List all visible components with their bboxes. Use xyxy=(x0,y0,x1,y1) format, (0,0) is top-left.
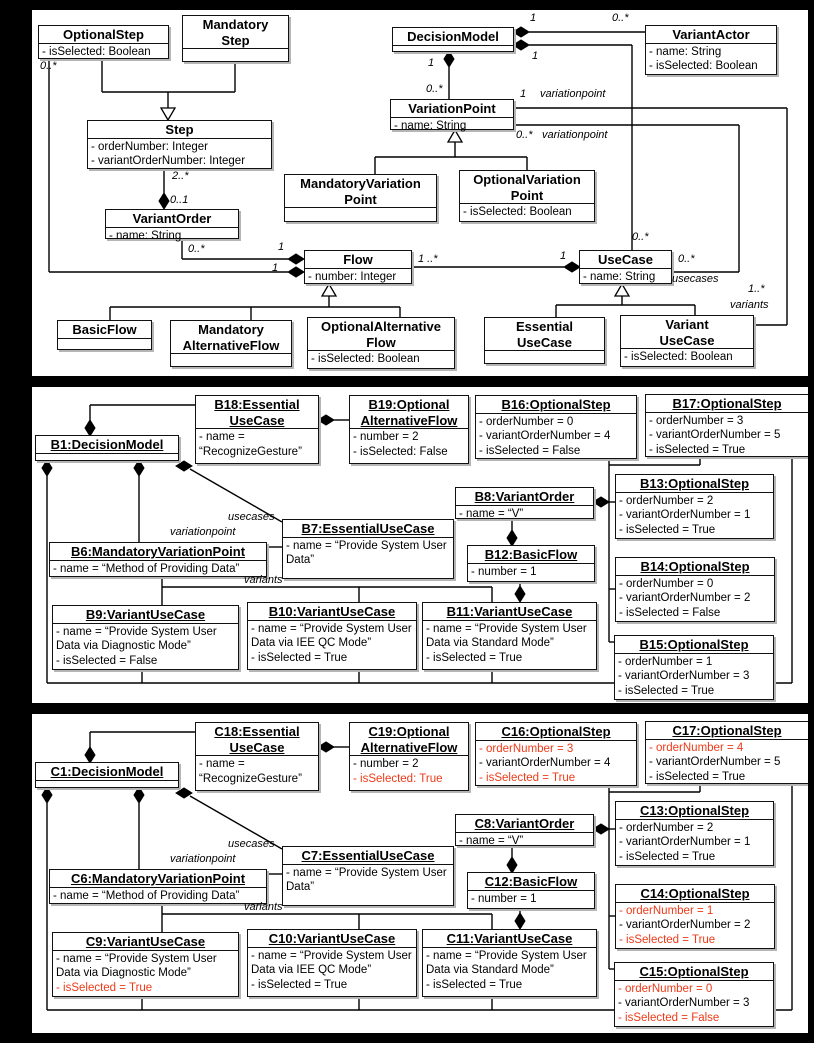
attribute-line: - isSelected = False xyxy=(618,1011,720,1024)
box-title-line: AlternativeFlow xyxy=(360,412,458,428)
box-title-line: Variant xyxy=(665,317,709,332)
box-title-line: C19:Optional xyxy=(368,724,450,739)
box-title-line: C9:VariantUseCase xyxy=(85,934,206,949)
attribute-line: - orderNumber = 4 xyxy=(649,741,744,754)
attribute-line: - orderNumber = 1 xyxy=(619,904,714,917)
panel-instance-b xyxy=(30,385,810,705)
attributes-compartment xyxy=(616,819,773,866)
attribute-line: - isSelected = True xyxy=(618,684,715,697)
box-title-line: B6:MandatoryVariationPoint xyxy=(70,544,246,559)
box-title xyxy=(196,396,318,428)
attribute-line: - isSelected = True xyxy=(426,651,523,664)
attribute-line: - name: String xyxy=(649,45,722,58)
box-title-line: C10:VariantUseCase xyxy=(268,931,396,946)
attribute-line: - isSelected: Boolean xyxy=(42,45,151,58)
attributes-compartment xyxy=(36,780,178,789)
role-or-multiplicity-label: variants xyxy=(244,901,283,913)
object-box-C10 xyxy=(247,929,417,997)
box-title xyxy=(88,121,271,138)
class-box-DecisionModel xyxy=(392,27,514,52)
box-title-line: UseCase xyxy=(229,412,285,428)
object-box-B14 xyxy=(615,557,775,622)
role-or-multiplicity-label: 1 xyxy=(532,50,539,62)
role-or-multiplicity-label: 2..* xyxy=(172,170,189,182)
attribute-line: - number = 2 xyxy=(353,758,419,770)
box-title-line: B12:BasicFlow xyxy=(484,547,578,562)
attribute-line: - number = 2 xyxy=(353,431,419,443)
attribute-line: - name = “Provide System User Data via Diagnostic Mode” xyxy=(56,952,217,980)
role-or-multiplicity-label: 1 xyxy=(428,57,435,69)
attribute-line: - isSelected = True xyxy=(56,981,153,994)
box-title-line: Step xyxy=(221,32,250,48)
class-box-MandatoryAlternativeFlow xyxy=(170,320,292,367)
object-box-B10 xyxy=(247,602,417,670)
attribute-line: - isSelected: True xyxy=(353,772,443,785)
box-title-line: OptionalAlternative xyxy=(321,319,441,334)
box-title-line: AlternativeFlow xyxy=(360,739,458,755)
attribute-line: - orderNumber = 0 xyxy=(479,415,574,428)
object-box-C14 xyxy=(615,884,775,949)
attributes-compartment xyxy=(646,43,776,75)
box-title-line: B16:OptionalStep xyxy=(501,397,611,412)
box-title xyxy=(460,171,594,203)
box-title-line: C1:DecisionModel xyxy=(50,764,164,779)
box-title-line: C8:VariantOrder xyxy=(474,816,575,831)
attributes-compartment xyxy=(248,620,416,670)
panel-metamodel xyxy=(30,8,810,378)
box-title xyxy=(50,543,266,560)
attribute-line: - name = xyxy=(199,431,245,443)
object-box-C18 xyxy=(195,722,319,791)
role-or-multiplicity-label: 0..* xyxy=(40,60,57,72)
attributes-compartment xyxy=(468,563,594,582)
attribute-line: - orderNumber = 2 xyxy=(619,494,714,507)
box-title xyxy=(53,606,238,623)
box-title-line: UseCase xyxy=(229,739,285,755)
box-title-line: VariationPoint xyxy=(408,101,496,116)
class-box-VariantActor xyxy=(645,25,777,75)
attribute-line: - isSelected: Boolean xyxy=(624,351,733,363)
box-title-line: B14:OptionalStep xyxy=(640,559,750,574)
box-title-line: VariantOrder xyxy=(132,211,212,226)
attributes-compartment xyxy=(50,560,266,578)
attribute-line: - isSelected = True xyxy=(619,933,716,946)
attributes-compartment xyxy=(456,832,593,850)
object-box-C1 xyxy=(35,762,179,788)
attribute-line: - orderNumber = 0 xyxy=(619,577,714,590)
box-title xyxy=(646,26,776,43)
box-title xyxy=(616,558,774,575)
box-title xyxy=(621,316,753,348)
role-or-multiplicity-label: variants xyxy=(244,574,283,586)
attributes-compartment xyxy=(423,947,596,997)
box-title xyxy=(391,100,513,117)
box-title-line: B15:OptionalStep xyxy=(639,637,749,652)
role-or-multiplicity-label: variationpoint xyxy=(170,853,236,865)
box-title xyxy=(423,930,596,947)
attribute-line: - name = xyxy=(199,758,245,770)
attributes-compartment xyxy=(391,117,513,135)
attributes-compartment xyxy=(308,350,454,368)
attributes-compartment xyxy=(106,227,238,245)
attribute-line: - number = 1 xyxy=(471,565,537,578)
box-title xyxy=(248,603,416,620)
attributes-compartment xyxy=(58,338,151,350)
attribute-line: - orderNumber = 3 xyxy=(649,414,744,427)
attribute-line: - isSelected = False xyxy=(479,444,581,457)
box-title xyxy=(53,933,238,950)
box-title xyxy=(36,763,178,780)
attributes-compartment xyxy=(50,887,266,905)
box-title xyxy=(171,321,291,353)
box-title-line: C13:OptionalStep xyxy=(639,803,750,818)
box-title-line: UseCase xyxy=(659,332,715,348)
box-title xyxy=(58,321,151,338)
role-or-multiplicity-label: usecases xyxy=(228,511,275,523)
box-title xyxy=(468,546,594,563)
object-box-C17 xyxy=(645,721,809,784)
box-title-line: C6:MandatoryVariationPoint xyxy=(70,871,246,886)
attribute-line: - orderNumber = 2 xyxy=(619,821,714,834)
object-box-B17 xyxy=(645,394,809,457)
attribute-line: - name = “Provide System User Data” xyxy=(286,866,447,894)
box-title xyxy=(283,520,453,537)
attribute-line: - name = “Provide System User Data via IEE QC Mode” xyxy=(251,622,412,650)
attributes-compartment xyxy=(423,620,596,670)
attributes-compartment xyxy=(350,755,468,790)
attributes-compartment xyxy=(283,537,453,579)
attributes-compartment xyxy=(646,412,808,459)
attributes-compartment xyxy=(615,980,773,1027)
attribute-line: - orderNumber = 3 xyxy=(479,742,574,755)
attribute-line: - variantOrderNumber = 4 xyxy=(479,430,611,443)
role-or-multiplicity-label: 0..* xyxy=(632,231,649,243)
object-box-B12 xyxy=(467,545,595,582)
box-title xyxy=(476,396,636,413)
box-title xyxy=(106,210,238,227)
object-box-B13 xyxy=(615,474,774,539)
box-title-line: C15:OptionalStep xyxy=(639,964,749,979)
role-or-multiplicity-label: 0..* xyxy=(678,253,695,265)
box-title-line: Flow xyxy=(343,252,373,267)
attribute-line: - orderNumber: Integer xyxy=(91,140,208,153)
box-title-line: C16:OptionalStep xyxy=(501,724,611,739)
object-box-C19 xyxy=(349,722,469,791)
attribute-line: - isSelected = True xyxy=(251,978,348,991)
class-box-OptionalStep xyxy=(38,25,169,59)
box-title-line: Step xyxy=(165,122,194,137)
box-title-line: VariantActor xyxy=(672,27,750,42)
box-title-line: C18:Essential xyxy=(214,724,300,739)
attributes-compartment xyxy=(53,623,238,670)
box-title xyxy=(456,488,593,505)
object-box-B8 xyxy=(455,487,594,519)
attributes-compartment xyxy=(248,947,416,997)
attribute-line: - name = “Method of Providing Data” xyxy=(53,562,240,575)
attribute-line: - variantOrderNumber = 5 xyxy=(649,429,781,442)
box-title-line: Flow xyxy=(366,334,396,350)
attribute-line: - variantOrderNumber: Integer xyxy=(91,155,246,168)
box-title-line: OptionalStep xyxy=(63,27,144,42)
attribute-line: - name: String xyxy=(109,229,182,242)
box-title xyxy=(423,603,596,620)
box-title-line: C14:OptionalStep xyxy=(640,886,750,901)
box-title-line: C7:EssentialUseCase xyxy=(301,848,435,863)
attribute-line: - isSelected: False xyxy=(353,445,448,458)
box-title-line: MandatoryVariation xyxy=(300,176,421,191)
object-box-C9 xyxy=(52,932,239,997)
attributes-compartment xyxy=(485,350,604,363)
role-or-multiplicity-label: variants xyxy=(730,299,769,311)
object-box-C6 xyxy=(49,869,267,904)
attribute-line: - orderNumber = 1 xyxy=(618,655,713,668)
box-title xyxy=(456,815,593,832)
attributes-compartment xyxy=(171,353,291,366)
box-title-line: C12:BasicFlow xyxy=(484,874,578,889)
box-title-line: B10:VariantUseCase xyxy=(268,604,396,619)
class-box-OptionalAlternativeFlow xyxy=(307,317,455,369)
object-box-C11 xyxy=(422,929,597,997)
role-or-multiplicity-label: 1 xyxy=(520,88,527,100)
role-or-multiplicity-label: 1 xyxy=(560,250,567,262)
attributes-compartment xyxy=(615,653,773,700)
attributes-compartment xyxy=(468,890,594,909)
attribute-line: - name = “Provide System User Data via IEE QC Mode” xyxy=(251,949,412,977)
class-box-EssentialUseCase xyxy=(484,317,605,364)
box-title xyxy=(248,930,416,947)
box-title-line: Point xyxy=(344,191,377,207)
box-title-line: B11:VariantUseCase xyxy=(446,604,573,619)
object-box-B11 xyxy=(422,602,597,670)
attribute-line: - name = “V” xyxy=(459,834,524,847)
box-title xyxy=(285,175,436,207)
class-box-MandatoryStep xyxy=(182,15,289,62)
attributes-compartment xyxy=(196,755,318,790)
attribute-line: - name: String xyxy=(394,119,467,132)
attribute-line: - number = 1 xyxy=(471,892,537,905)
attribute-line: - isSelected = True xyxy=(649,443,746,456)
box-title xyxy=(393,28,513,45)
class-box-VariationPoint xyxy=(390,99,514,130)
attribute-line: - isSelected = True xyxy=(619,523,716,536)
box-title xyxy=(616,885,774,902)
attribute-line: - variantOrderNumber = 3 xyxy=(618,997,750,1010)
role-or-multiplicity-label: 0..1 xyxy=(170,194,189,206)
box-title-line: B13:OptionalStep xyxy=(639,476,750,491)
role-or-multiplicity-label: 1 xyxy=(278,241,285,253)
box-title xyxy=(39,26,168,43)
role-or-multiplicity-label: usecases xyxy=(228,838,275,850)
attributes-compartment xyxy=(621,348,753,366)
box-title-line: B8:VariantOrder xyxy=(474,489,575,504)
role-or-multiplicity-label: 0..* xyxy=(426,83,443,95)
attributes-compartment xyxy=(36,453,178,462)
attributes-compartment xyxy=(616,575,774,622)
object-box-B15 xyxy=(614,635,774,700)
class-box-UseCase xyxy=(579,250,672,284)
box-title xyxy=(616,802,773,819)
box-title xyxy=(183,16,288,48)
attributes-compartment xyxy=(283,864,453,906)
box-title xyxy=(580,251,671,268)
attribute-line: - isSelected = True xyxy=(649,770,746,783)
box-title-line: OptionalVariation xyxy=(473,172,581,187)
attributes-compartment xyxy=(196,428,318,463)
role-or-multiplicity-label: variationpoint xyxy=(540,88,606,100)
box-title-line: C17:OptionalStep xyxy=(672,723,782,738)
object-box-B16 xyxy=(475,395,637,459)
attribute-line: - name = “Method of Providing Data” xyxy=(53,889,240,902)
attribute-line: - isSelected = True xyxy=(479,771,576,784)
attribute-line: - variantOrderNumber = 1 xyxy=(619,836,751,849)
attribute-line: - variantOrderNumber = 2 xyxy=(619,919,751,932)
attribute-line: - orderNumber = 0 xyxy=(618,982,713,995)
attribute-line: - name: String xyxy=(583,270,656,283)
object-box-B7 xyxy=(282,519,454,579)
attributes-compartment xyxy=(616,492,773,539)
attribute-line: - isSelected = True xyxy=(251,651,348,664)
attributes-compartment xyxy=(183,48,288,61)
attributes-compartment xyxy=(646,739,808,786)
attribute-line: - variantOrderNumber = 2 xyxy=(619,592,751,605)
box-title xyxy=(196,723,318,755)
object-box-B1 xyxy=(35,435,179,461)
object-box-C7 xyxy=(282,846,454,906)
attributes-compartment xyxy=(88,138,271,170)
box-title-line: UseCase xyxy=(598,252,653,267)
attributes-compartment xyxy=(476,740,636,787)
class-box-VariantOrder xyxy=(105,209,239,242)
attribute-line: - variantOrderNumber = 3 xyxy=(618,670,750,683)
role-or-multiplicity-label: 0..* xyxy=(516,129,533,141)
box-title xyxy=(350,723,468,755)
box-title xyxy=(615,636,773,653)
object-box-B6 xyxy=(49,542,267,577)
box-title-line: AlternativeFlow xyxy=(182,337,280,353)
box-title xyxy=(36,436,178,453)
role-or-multiplicity-label: 1 xyxy=(530,12,537,24)
box-title xyxy=(616,475,773,492)
box-title-line: B19:Optional xyxy=(368,397,450,412)
attribute-line: - variantOrderNumber = 1 xyxy=(619,509,751,522)
attributes-compartment xyxy=(456,505,593,523)
box-title-line: B1:DecisionModel xyxy=(50,437,164,452)
attribute-line: - name = “Provide System User Data via Standard Mode” xyxy=(426,622,587,650)
box-title xyxy=(283,847,453,864)
box-title-line: Point xyxy=(510,187,544,203)
attribute-line: - name = “Provide System User Data via Standard Mode” xyxy=(426,949,587,977)
box-title xyxy=(468,873,594,890)
box-title xyxy=(350,396,468,428)
attribute-line: - isSelected: Boolean xyxy=(649,60,758,73)
attributes-compartment xyxy=(460,203,594,221)
box-title xyxy=(615,963,773,980)
class-box-OptionalVariationPoint xyxy=(459,170,595,222)
attribute-line: “RecognizeGesture” xyxy=(199,772,302,785)
box-title xyxy=(308,318,454,350)
attributes-compartment xyxy=(53,950,238,997)
object-box-C16 xyxy=(475,722,637,786)
object-box-C15 xyxy=(614,962,774,1027)
class-box-MandatoryVariationPoint xyxy=(284,174,437,222)
box-title xyxy=(646,722,808,739)
attribute-line: - isSelected = True xyxy=(619,850,716,863)
box-title xyxy=(485,318,604,350)
object-box-C12 xyxy=(467,872,595,909)
attributes-compartment xyxy=(393,45,513,54)
attributes-compartment xyxy=(476,413,636,460)
role-or-multiplicity-label: 1..* xyxy=(748,283,765,295)
box-title-line: DecisionModel xyxy=(407,29,499,44)
attribute-line: - variantOrderNumber = 4 xyxy=(479,757,611,770)
box-title xyxy=(305,251,411,268)
class-box-BasicFlow xyxy=(57,320,152,350)
role-or-multiplicity-label: 1 ..* xyxy=(418,253,438,265)
box-title xyxy=(476,723,636,740)
role-or-multiplicity-label: variationpoint xyxy=(542,129,608,141)
role-or-multiplicity-label: 0..* xyxy=(612,12,629,24)
panel-instance-c xyxy=(30,712,810,1035)
attributes-compartment xyxy=(616,902,774,949)
box-title-line: B17:OptionalStep xyxy=(672,396,782,411)
attributes-compartment xyxy=(285,207,436,221)
object-box-C13 xyxy=(615,801,774,866)
role-or-multiplicity-label: 0..* xyxy=(188,243,205,255)
class-box-Step xyxy=(87,120,272,169)
attribute-line: - variantOrderNumber = 5 xyxy=(649,756,781,769)
box-title-line: UseCase xyxy=(517,334,572,350)
attributes-compartment xyxy=(39,43,168,61)
object-box-B9 xyxy=(52,605,239,670)
attribute-line: - name = “Provide System User Data” xyxy=(286,539,447,567)
attribute-line: “RecognizeGesture” xyxy=(199,445,302,458)
role-or-multiplicity-label: usecases xyxy=(672,273,719,285)
box-title-line: Mandatory xyxy=(202,17,269,32)
role-or-multiplicity-label: variationpoint xyxy=(170,526,236,538)
box-title xyxy=(50,870,266,887)
attribute-line: - isSelected = False xyxy=(619,606,721,619)
attribute-line: - isSelected = False xyxy=(56,654,158,667)
attribute-line: - number: Integer xyxy=(308,270,397,283)
class-box-Flow xyxy=(304,250,412,284)
box-title xyxy=(646,395,808,412)
attribute-line: - isSelected: Boolean xyxy=(311,353,420,365)
box-title-line: B18:Essential xyxy=(214,397,300,412)
attributes-compartment xyxy=(350,428,468,463)
box-title-line: B7:EssentialUseCase xyxy=(301,521,435,536)
box-title-line: Mandatory xyxy=(198,322,264,337)
attributes-compartment xyxy=(580,268,671,286)
object-box-B19 xyxy=(349,395,469,464)
attribute-line: - name = “Provide System User Data via Diagnostic Mode” xyxy=(56,625,217,653)
box-title-line: BasicFlow xyxy=(72,322,137,337)
attribute-line: - isSelected = True xyxy=(426,978,523,991)
box-title-line: Essential xyxy=(515,319,574,334)
class-box-VariantUseCase xyxy=(620,315,754,367)
box-title-line: C11:VariantUseCase xyxy=(446,931,573,946)
role-or-multiplicity-label: 1 xyxy=(272,262,279,274)
attribute-line: - name = “V” xyxy=(459,507,524,520)
object-box-B18 xyxy=(195,395,319,464)
attribute-line: - isSelected: Boolean xyxy=(463,206,572,218)
box-title-line: B9:VariantUseCase xyxy=(85,607,206,622)
object-box-C8 xyxy=(455,814,594,846)
attributes-compartment xyxy=(305,268,411,286)
